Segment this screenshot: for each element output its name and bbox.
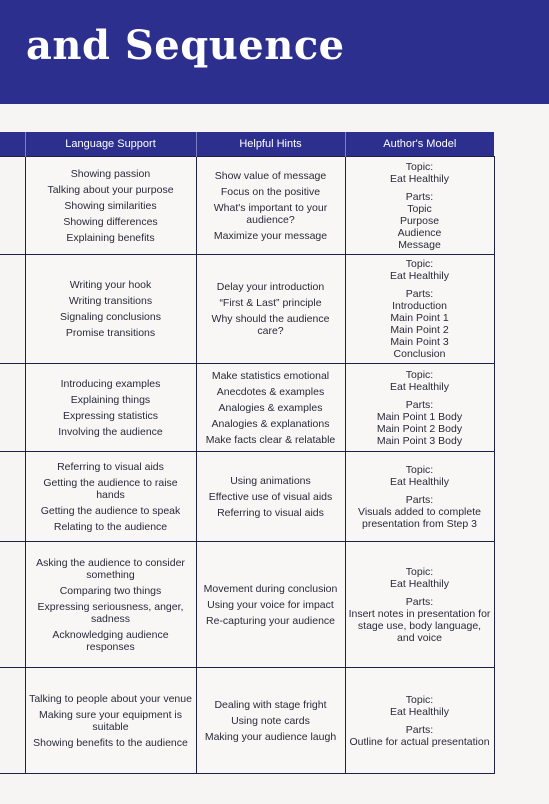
language-support-cell — [25, 157, 196, 255]
helpful-hints-cell — [196, 255, 345, 364]
header-blank — [0, 132, 25, 157]
header-helpful-hints: Helpful Hints — [196, 132, 345, 157]
cell-text: Talking about your purpose — [47, 183, 174, 196]
cell-text: Audience — [397, 226, 442, 239]
cell-text: Eat Healthily — [390, 475, 449, 488]
sequence-table — [0, 132, 495, 774]
cell-text: Topic: — [405, 368, 434, 381]
authors-model-cell — [345, 542, 494, 668]
cell-text: Main Point 1 Body — [376, 410, 463, 423]
cell-text: Parts: — [405, 398, 434, 411]
cell-text: Insert notes in presentation for stage use, body language, and voice — [348, 607, 491, 644]
table-row — [0, 542, 494, 668]
cell-text: Main Point 3 Body — [376, 434, 463, 447]
cell-text: Topic: — [405, 565, 434, 578]
cell-text: Eat Healthily — [390, 705, 449, 718]
authors-model-cell — [345, 364, 494, 452]
authors-model-cell — [345, 452, 494, 542]
cell-text: Parts: — [405, 190, 434, 203]
cell-text: Promise transitions — [65, 327, 156, 339]
row-margin — [0, 542, 25, 668]
cell-text: Relating to the audience — [53, 520, 168, 533]
cell-text: Purpose — [399, 214, 440, 227]
cell-text: Involving the audience — [58, 425, 163, 438]
cell-text: Eat Healthily — [390, 380, 449, 393]
table-row — [0, 255, 494, 364]
row-margin — [0, 157, 25, 255]
cell-text: Parts: — [405, 595, 434, 608]
helpful-hints-cell — [196, 157, 345, 255]
cell-text: Main Point 2 Body — [376, 422, 463, 435]
cell-text: Showing passion — [70, 167, 151, 180]
cell-text: Conclusion — [393, 348, 446, 360]
cell-text: Making sure your equipment is suitable — [39, 708, 182, 733]
cell-text: Parts: — [405, 723, 434, 736]
cell-text: Outline for actual presentation — [349, 735, 490, 748]
cell-text: Introduction — [392, 300, 447, 312]
row-margin — [0, 668, 25, 774]
cell-text: Acknowledging audience responses — [52, 628, 169, 653]
cell-text: Getting the audience to speak — [40, 504, 181, 517]
cell-text: Making your audience laugh — [204, 730, 337, 743]
helpful-hints-cell — [196, 542, 345, 668]
cell-text: Movement during conclusion — [203, 582, 338, 595]
cell-text: Make statistics emotional — [211, 369, 330, 382]
authors-model-cell — [345, 255, 494, 364]
cell-text: Getting the audience to raise hands — [43, 476, 178, 501]
cell-text: Message — [398, 238, 441, 251]
cell-text: Explaining things — [70, 393, 151, 406]
row-margin — [0, 255, 25, 364]
cell-text: Comparing two things — [59, 584, 162, 597]
cell-text: Signaling conclusions — [60, 311, 161, 323]
cell-text: Show value of message — [214, 169, 327, 182]
cell-text: Topic — [407, 202, 432, 215]
row-margin — [0, 364, 25, 452]
authors-model-cell — [345, 668, 494, 774]
title-banner — [0, 0, 549, 104]
cell-text: Topic: — [405, 160, 434, 173]
cell-text: Delay your introduction — [216, 281, 325, 293]
cell-text: Eat Healthily — [390, 577, 449, 590]
cell-text: Topic: — [405, 463, 434, 476]
table-row — [0, 157, 494, 255]
row-margin — [0, 452, 25, 542]
cell-text: Introducing examples — [60, 377, 161, 390]
cell-text: Maximize your message — [213, 229, 328, 242]
cell-text: Showing differences — [63, 215, 158, 228]
cell-text: “First & Last” principle — [219, 297, 322, 309]
cell-text: Talking to people about your venue — [29, 692, 192, 705]
header-language-support: Language Support — [25, 132, 196, 157]
cell-text: Re-capturing your audience — [206, 614, 335, 627]
cell-text: Using note cards — [231, 714, 310, 727]
table-row — [0, 668, 494, 774]
cell-text: Writing transitions — [68, 295, 153, 307]
cell-text: Visuals added to complete presentation from Step 3 — [358, 505, 481, 530]
cell-text: Main Point 1 — [390, 312, 449, 324]
cell-text: Why should the audience care? — [211, 313, 330, 337]
cell-text: Anecdotes & examples — [216, 385, 325, 398]
cell-text: Explaining benefits — [66, 231, 155, 244]
cell-text: Writing your hook — [69, 279, 152, 291]
authors-model-cell — [345, 157, 494, 255]
cell-text: Referring to visual aids — [57, 460, 164, 473]
cell-text: Topic: — [405, 693, 434, 706]
cell-text: What's important to your audience? — [213, 201, 328, 226]
helpful-hints-cell — [196, 364, 345, 452]
cell-text: Eat Healthily — [390, 172, 449, 185]
cell-text: Referring to visual aids — [217, 506, 324, 519]
cell-text: Main Point 2 — [390, 324, 449, 336]
cell-text: Using your voice for impact — [207, 598, 334, 611]
table-row — [0, 364, 494, 452]
cell-text: Main Point 3 — [390, 336, 449, 348]
cell-text: Showing similarities — [64, 199, 157, 212]
cell-text: Parts: — [405, 288, 434, 300]
helpful-hints-cell — [196, 668, 345, 774]
cell-text: Analogies & explanations — [211, 417, 330, 430]
cell-text: Effective use of visual aids — [208, 490, 333, 503]
page-title: and Sequence — [26, 22, 345, 69]
table-row — [0, 452, 494, 542]
language-support-cell — [25, 255, 196, 364]
header-authors-model: Author's Model — [345, 132, 494, 157]
cell-text: Using animations — [230, 474, 311, 487]
cell-text: Parts: — [405, 493, 434, 506]
helpful-hints-cell — [196, 452, 345, 542]
cell-text: Topic: — [405, 258, 434, 270]
language-support-cell — [25, 668, 196, 774]
cell-text: Eat Healthily — [390, 270, 449, 282]
cell-text: Expressing statistics — [62, 409, 159, 422]
table-header-row — [0, 132, 494, 157]
cell-text: Analogies & examples — [218, 401, 323, 414]
cell-text: Dealing with stage fright — [214, 698, 327, 711]
cell-text: Make facts clear & relatable — [205, 433, 336, 446]
cell-text: Showing benefits to the audience — [33, 736, 188, 749]
language-support-cell — [25, 542, 196, 668]
cell-text: Focus on the positive — [220, 185, 321, 198]
language-support-cell — [25, 364, 196, 452]
cell-text: Asking the audience to consider something — [36, 556, 185, 581]
language-support-cell — [25, 452, 196, 542]
cell-text: Expressing seriousness, anger, sadness — [37, 600, 184, 625]
